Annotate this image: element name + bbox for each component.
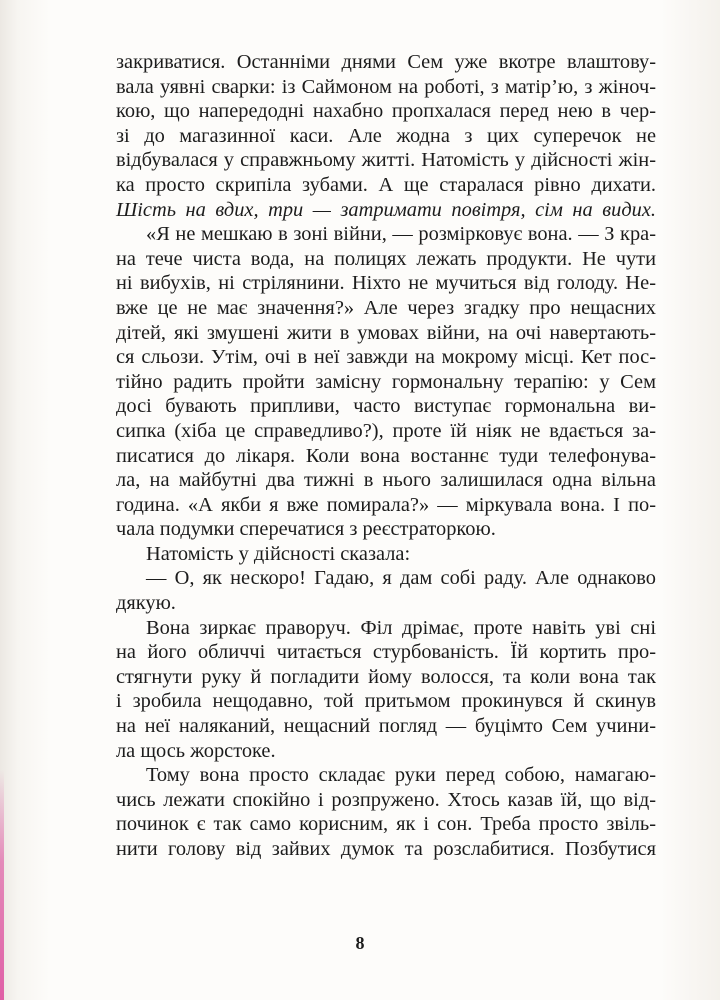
text-line: досі бувають припливи, часто виступає гормональна ви- xyxy=(116,395,656,418)
text-line: кою, що напередодні нахабно пропхалася перед нею в чер- xyxy=(116,100,656,123)
text-line: зі до магазинної каси. Але жодна з цих суперечок не xyxy=(116,124,656,147)
page-number: 8 xyxy=(355,933,365,953)
text-line: і зробила нещодавно, той притьмом прокинувся й скинув xyxy=(116,690,656,713)
text-line: тійно радить пройти замісну гормональну терапію: у Сем xyxy=(116,370,656,393)
text-line: стягнути руку й погладити йому волосся, та коли вона так xyxy=(116,665,656,688)
text-line: закриватися. Останніми днями Сем уже вкотре влаштову- xyxy=(116,51,656,73)
text-line: на його обличчі читається стурбованість. Їй кортить про- xyxy=(116,641,656,664)
text-line: Тому вона просто складає руки перед собою, намагаю- xyxy=(146,764,656,787)
text-line: — О, як нескоро! Гадаю, я дам собі раду. Але однаково xyxy=(146,567,656,590)
text-line: дякую. xyxy=(116,592,176,615)
text-line: ка просто скрипіла зубами. А ще старалася рівно дихати. xyxy=(116,173,656,196)
text-line-italic: Шість на вдих, три — затримати повітря, сім на видих. xyxy=(116,198,656,221)
text-line: вала уявні сварки: із Саймоном на роботі, з матір’ю, з жіноч- xyxy=(116,75,656,98)
text-line: Вона зиркає праворуч. Філ дрімає, проте навіть уві сні xyxy=(146,616,656,639)
text-line: вже це не має значення?» Але через згадку про нещасних xyxy=(116,296,656,319)
page-edge-tint xyxy=(0,770,4,1000)
text-line: ла, на майбутні два тижні в нього залишилася одна вільна xyxy=(116,469,656,492)
text-line: починок є так само корисним, як і сон. Треба просто звіль- xyxy=(116,813,656,836)
text-line: дітей, які змушені жити в умовах війни, на очі навертають- xyxy=(116,321,656,344)
text-line: сипка (хіба це справедливо?), проте їй ніяк не вдається за- xyxy=(116,419,656,442)
body-text xyxy=(116,50,656,862)
text-line: чала подумки сперечатися з реєстраторкою. xyxy=(116,518,496,541)
text-line: писатися до лікаря. Коли вона востаннє туди телефонува- xyxy=(116,444,656,467)
text-line: ла щось жорстоке. xyxy=(116,739,276,762)
text-line: чись лежати спокійно і розпружено. Хтось казав їй, що від- xyxy=(116,788,656,811)
text-line: ні вибухів, ні стрілянини. Ніхто не мучиться від голоду. Не- xyxy=(116,272,656,295)
text-line: ся сльози. Утім, очі в неї завжди на мокрому місці. Кет пос- xyxy=(116,346,656,369)
text-line: «Я не мешкаю в зоні війни, — розмірковує вона. — З кра- xyxy=(146,223,656,246)
text-line: Натомість у дійсності сказала: xyxy=(146,542,411,565)
text-line: нити голову від зайвих думок та розслабитися. Позбутися xyxy=(116,838,656,860)
text-line: відбувалася у справжньому житті. Натомість у дійсності жін- xyxy=(116,149,656,172)
text-line: на тече чиста вода, на полицях лежать продукти. Не чути xyxy=(116,247,656,270)
text-line: година. «А якби я вже помирала?» — міркувала вона. І по- xyxy=(116,493,656,516)
text-line: на неї наляканий, нещасний погляд — буцімто Сем учини- xyxy=(116,715,656,738)
